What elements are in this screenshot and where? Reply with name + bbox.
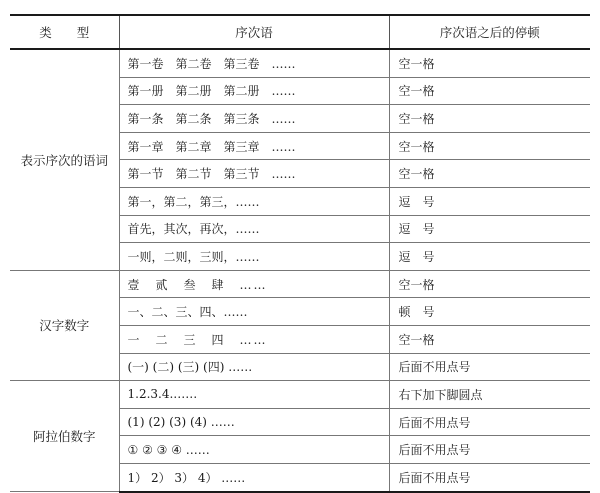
pause-cell: 后面不用点号	[389, 436, 590, 464]
group-type-ordinal-words: 表示序次的语词	[10, 49, 119, 270]
marker-cell: (一) (二) (三) (四) ……	[119, 353, 389, 381]
marker-cell: 1） 2） 3） 4） ……	[119, 463, 389, 491]
pause-cell: 空一格	[389, 77, 590, 105]
marker-cell: 首先，其次，再次，……	[119, 215, 389, 243]
pause-cell: 后面不用点号	[389, 408, 590, 436]
marker-cell: 一 二 三 四 ……	[119, 325, 389, 353]
table-row	[10, 270, 590, 298]
group-type-chinese-numerals: 汉字数字	[10, 270, 119, 380]
table-header-row	[10, 15, 590, 49]
pause-cell: 空一格	[389, 325, 590, 353]
header-pause: 序次语之后的停顿	[389, 15, 590, 49]
marker-cell: 第一卷 第二卷 第三卷 ……	[119, 49, 389, 77]
pause-cell: 逗 号	[389, 215, 590, 243]
marker-cell: ① ② ③ ④ ……	[119, 436, 389, 464]
pause-cell: 逗 号	[389, 187, 590, 215]
marker-cell: (1) (2) (3) (4) ……	[119, 408, 389, 436]
marker-cell: 一则，二则，三则，……	[119, 243, 389, 271]
pause-cell: 逗 号	[389, 243, 590, 271]
marker-cell: 1.2.3.4.……	[119, 381, 389, 409]
pause-cell: 右下加下脚圆点	[389, 381, 590, 409]
pause-cell: 空一格	[389, 105, 590, 133]
marker-cell: 一、二、三、四、……	[119, 298, 389, 326]
marker-cell: 壹 贰 叁 肆 ……	[119, 270, 389, 298]
marker-cell: 第一节 第二节 第三节 ……	[119, 160, 389, 188]
pause-cell: 空一格	[389, 49, 590, 77]
marker-cell: 第一条 第二条 第三条 ……	[119, 105, 389, 133]
group-type-arabic-numerals: 阿拉伯数字	[10, 381, 119, 492]
header-marker: 序次语	[119, 15, 389, 49]
marker-cell: 第一册 第二册 第二册 ……	[119, 77, 389, 105]
pause-cell: 后面不用点号	[389, 463, 590, 491]
pause-cell: 空一格	[389, 132, 590, 160]
marker-cell: 第一，第二，第三，……	[119, 187, 389, 215]
pause-cell: 后面不用点号	[389, 353, 590, 381]
pause-cell: 空一格	[389, 160, 590, 188]
ordinal-marker-table	[10, 14, 590, 493]
table-row	[10, 49, 590, 77]
header-type: 类 型	[10, 15, 119, 49]
table-row	[10, 381, 590, 409]
pause-cell: 空一格	[389, 270, 590, 298]
marker-cell: 第一章 第二章 第三章 ……	[119, 132, 389, 160]
pause-cell: 顿 号	[389, 298, 590, 326]
